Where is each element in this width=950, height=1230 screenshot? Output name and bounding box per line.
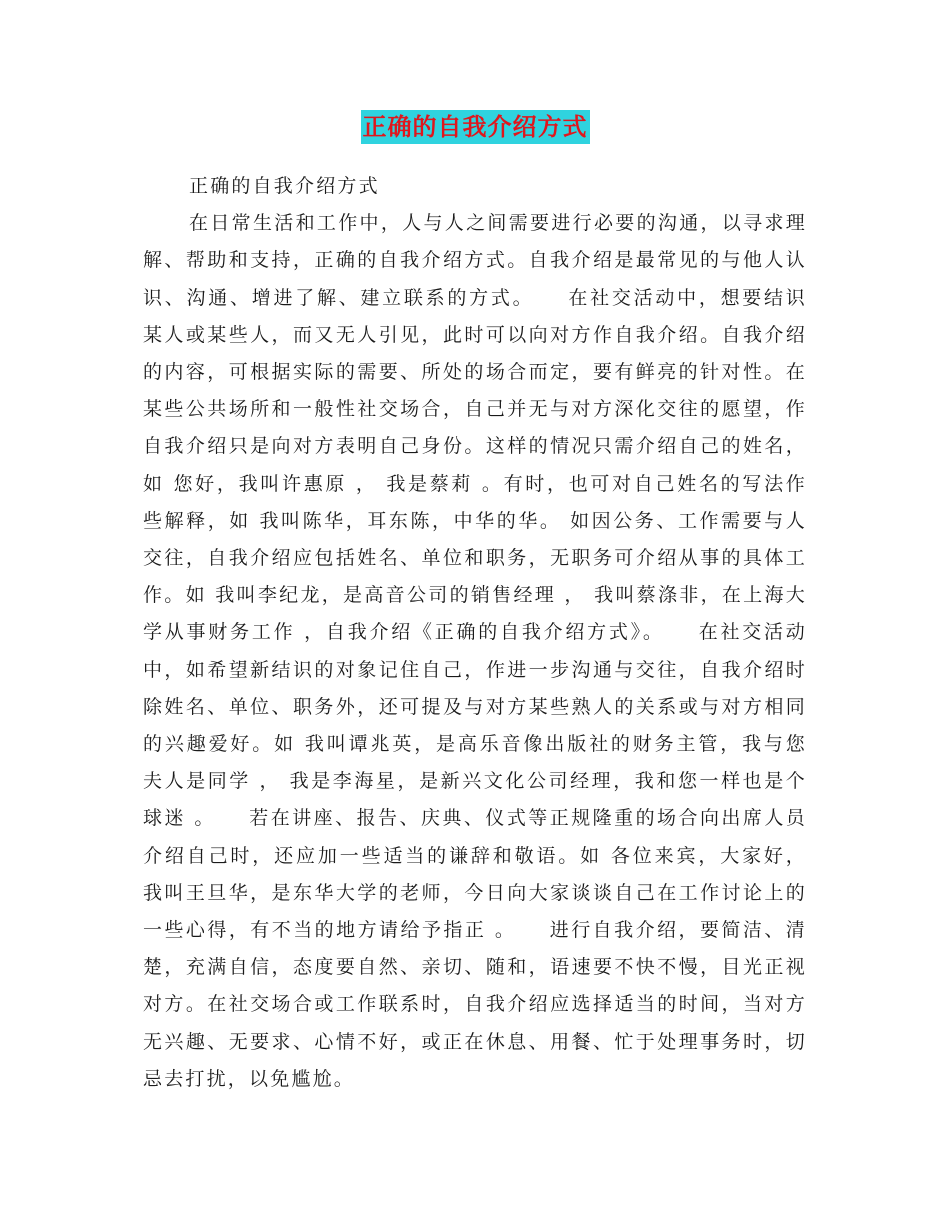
document-subtitle: 正确的自我介绍方式 xyxy=(189,175,380,197)
document-body xyxy=(143,168,807,1098)
body-paragraph: 在日常生活和工作中，人与人之间需要进行必要的沟通，以寻求理解、帮助和支持，正确的自我介绍方式。自我介绍是最常见的与他人认识、沟通、增进了解、建立联系的方式。 在社交活动中，想要结识某人或某些人，而又无人引见，此时可以向对方作自我介绍。自我介绍的内容，可根据实际的需要、所处的场合而定，要有鲜亮的针对性。在某些公共场所和一般性社交场合，自己并无与对方深化交往的愿望，作自我介绍只是向对方表明自己身份。这样的情况只需介绍自己的姓名，如 您好，我叫许惠原 ， 我是蔡莉 。有时，也可对自己姓名的写法作些解释，如 我叫陈华，耳东陈，中华的华。 如因公务、工作需要与人交往，自我介绍应包括姓名、单位和职务，无职务可介绍从事的具体工作。如 我叫李纪龙，是高音公司的销售经理 ， 我叫蔡涤非，在上海大学从事财务工作 ，自我介绍《正确的自我介绍方式》。 在社交活动中，如希望新结识的对象记住自己，作进一步沟通与交往，自我介绍时除姓名、单位、职务外，还可提及与对方某些熟人的关系或与对方相同的兴趣爱好。如 我叫谭兆英，是高乐音像出版社的财务主管，我与您夫人是同学 ， 我是李海星，是新兴文化公司经理，我和您一样也是个球迷 。 若在讲座、报告、庆典、仪式等正规隆重的场合向出席人员介绍自己时，还应加一些适当的谦辞和敬语。如 各位来宾，大家好，我叫王旦华，是东华大学的老师，今日向大家谈谈自己在工作讨论上的一些心得，有不当的地方请给予指正 。 进行自我介绍，要简洁、清楚，充满自信，态度要自然、亲切、随和，语速要不快不慢，目光正视对方。在社交场合或工作联系时，自我介绍应选择适当的时间，当对方无兴趣、无要求、心情不好，或正在休息、用餐、忙于处理事务时，切忌去打扰，以免尴尬。 xyxy=(143,212,807,1090)
title-container xyxy=(0,110,950,144)
page-title: 正确的自我介绍方式 xyxy=(361,110,590,144)
